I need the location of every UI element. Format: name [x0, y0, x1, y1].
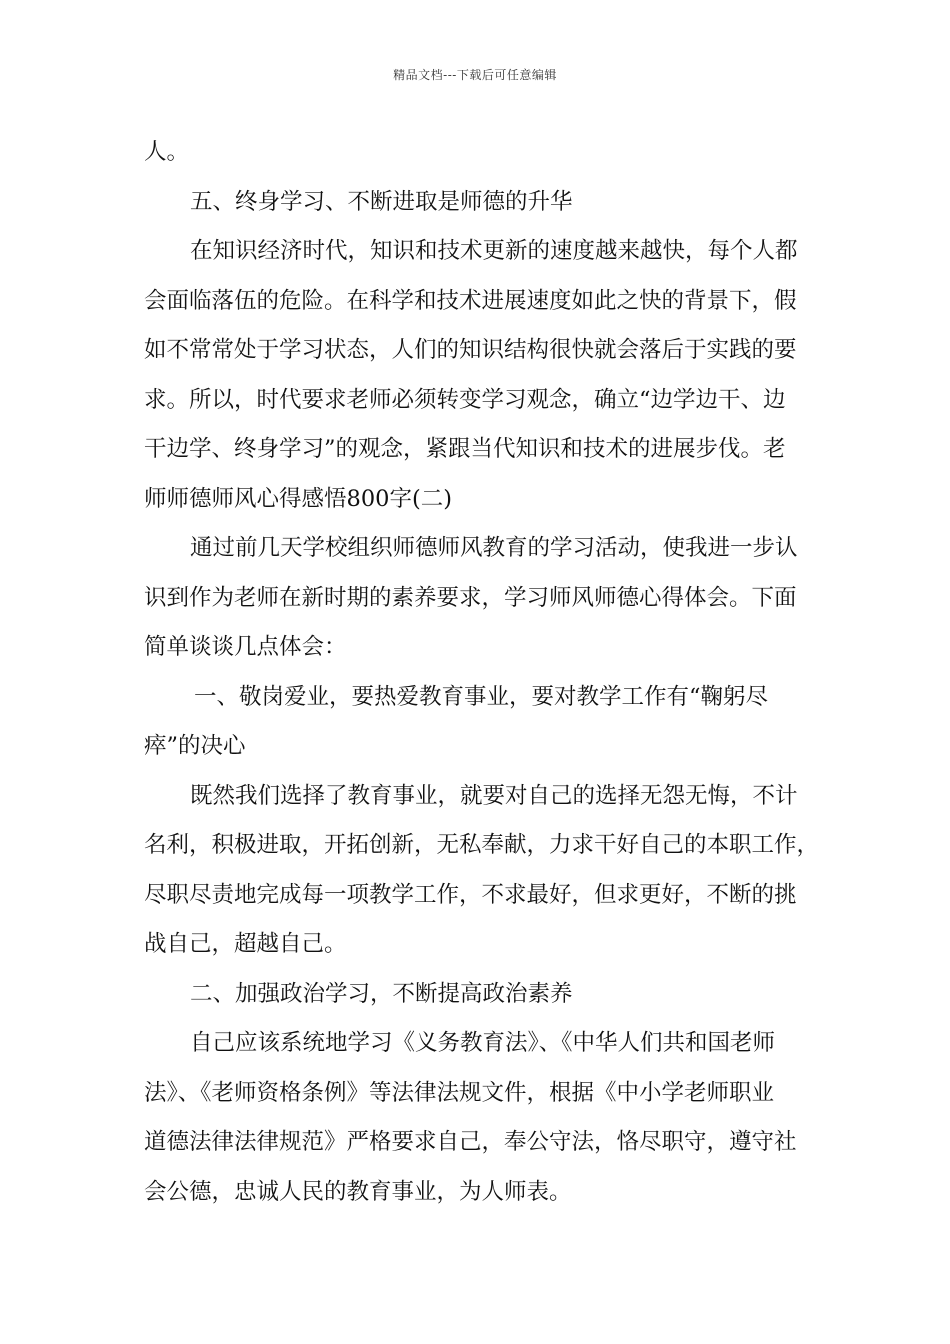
paragraph-line: 人。	[144, 139, 190, 165]
paragraph-line: 名利，积极进取，开拓创新，无私奉献，力求干好自己的本职工作，	[144, 832, 820, 858]
paragraph-line: 会公德，忠诚人民的教育事业，为人师表。	[144, 1178, 572, 1205]
paragraph-line: 尽职尽责地完成每一项教学工作，不求最好，但求更好，不断的挑	[144, 881, 797, 908]
paragraph-line: 师师德师风心得感悟800字(二)	[144, 485, 453, 512]
paragraph-line: 简单谈谈几点体会：	[144, 634, 347, 660]
section-heading: 二、加强政治学习，不断提高政治素养	[190, 980, 573, 1007]
paragraph-line: 道德法律法律规范》严格要求自己，奉公守法，恪尽职守，遵守社	[144, 1129, 797, 1155]
paragraph-line: 求。所以，时代要求老师必须转变学习观念，确立“边学边干、边	[144, 386, 786, 413]
paragraph-line: 会面临落伍的危险。在科学和技术进展速度如此之快的背景下，假	[144, 287, 797, 314]
paragraph-line: 既然我们选择了教育事业，就要对自己的选择无怨无悔，不计	[190, 782, 798, 809]
paragraph-line: 通过前几天学校组织师德师风教育的学习活动，使我进一步认	[190, 535, 798, 561]
paragraph-line: 干边学、终身学习”的观念，紧跟当代知识和技术的进展步伐。老	[144, 436, 786, 462]
paragraph-line: 法》、《老师资格条例》等法律法规文件，根据《中小学老师职业	[144, 1079, 775, 1106]
paragraph-line: 如不常常处于学习状态，人们的知识结构很快就会落后于实践的要	[144, 337, 797, 363]
paragraph-line: 识到作为老师在新时期的素养要求，学习师风师德心得体会。下面	[144, 584, 797, 611]
paragraph-line: 自己应该系统地学习《义务教育法》、《中华人们共和国老师	[190, 1030, 776, 1056]
section-heading: 五、终身学习、不断进取是师德的升华	[190, 188, 573, 215]
section-heading: 瘁”的决心	[144, 733, 246, 759]
document-body	[144, 128, 824, 1217]
paragraph-line: 在知识经济时代，知识和技术更新的速度越来越快，每个人都	[190, 238, 798, 264]
paragraph-line: 战自己，超越自己。	[144, 931, 347, 957]
page-header: 精品文档---下载后可任意编辑	[393, 68, 557, 82]
section-heading: 一、敬岗爱业，要热爱教育事业，要对教学工作有“鞠躬尽	[194, 683, 769, 710]
